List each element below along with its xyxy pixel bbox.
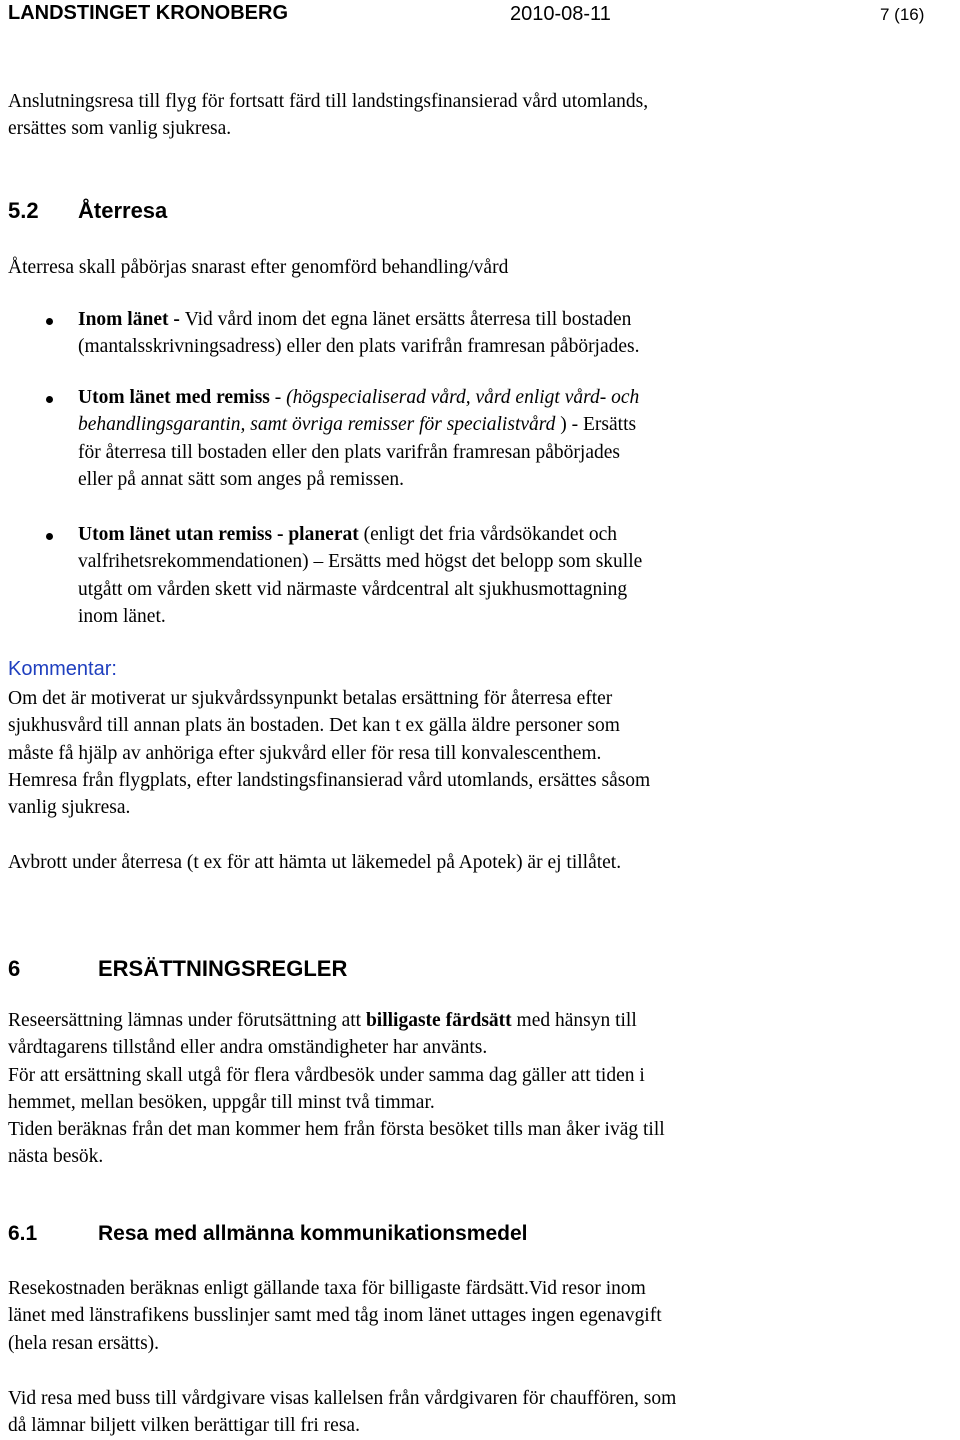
- comment-line: vanlig sjukresa.: [8, 797, 131, 819]
- section-5-2-lead: Återresa skall påbörjas snarast efter genomförd behandling/vård: [8, 257, 509, 278]
- paragraph-line: Tiden beräknas från det man kommer hem från första besöket tills man åker iväg till: [8, 1119, 665, 1141]
- bullet-text: Vid vård inom det egna länet ersätts återresa till bostaden: [184, 309, 632, 330]
- paragraph-line: (hela resan ersätts).: [8, 1332, 160, 1354]
- bullet-item-inom-lanet: [78, 306, 640, 361]
- paragraph-text: med hänsyn till: [511, 1010, 637, 1031]
- intro-paragraph: [8, 88, 648, 143]
- section-5-2-number: 5.2: [8, 198, 39, 223]
- comment-line: sjukhusvård till annan plats än bostaden. Det kan t ex gälla äldre personer som: [8, 715, 620, 737]
- bullet-icon: [46, 396, 53, 403]
- section-6-1-paragraph-1: [8, 1275, 662, 1357]
- bullet-bold-label: Utom länet utan remiss - planerat: [78, 524, 359, 545]
- bullet-text: ) - Ersätts: [555, 414, 637, 436]
- comment-line: Hemresa från flygplats, efter landstingsfinansierad vård utomlands, ersättes såsom: [8, 769, 651, 791]
- bullet-text: inom länet.: [78, 605, 166, 627]
- paragraph-line: Resekostnaden beräknas enligt gällande taxa för billigaste färdsätt.Vid resor inom: [8, 1278, 646, 1299]
- paragraph-line: hemmet, mellan besöken, uppgår till minst två timmar.: [8, 1091, 435, 1113]
- paragraph-line: För att ersättning skall utgå för flera vårdbesök under samma dag gäller att tiden i: [8, 1064, 645, 1086]
- bullet-text: (enligt det fria vårdsökandet och: [358, 524, 618, 545]
- section-6-1-paragraph-2: [8, 1385, 676, 1440]
- comment-line: måste få hjälp av anhöriga efter sjukvård eller för resa till konvalescenthem.: [8, 742, 602, 764]
- bullet-text: valfrihetsrekommendationen) – Ersätts med högst det belopp som skulle: [78, 551, 643, 573]
- bullet-italic-text: (högspecialiserad vård, vård enligt vård- och: [286, 387, 640, 408]
- bullet-text: utgått om vården skett vid närmaste vårdcentral alt sjukhusmottagning: [78, 578, 628, 600]
- section-6-paragraph: [8, 1007, 665, 1171]
- bullet-text: för återresa till bostaden eller den plats varifrån framresan påbörjades: [78, 441, 620, 463]
- header-page-number: 7 (16): [880, 5, 925, 24]
- section-6-1-title: Resa med allmänna kommunikationsmedel: [98, 1222, 528, 1245]
- bullet-bold-label: Utom länet med remiss: [78, 387, 270, 408]
- interrupt-paragraph: Avbrott under återresa (t ex för att hämta ut läkemedel på Apotek) är ej tillåtet.: [8, 852, 622, 873]
- comment-paragraph: [8, 685, 650, 821]
- section-6-1-number: 6.1: [8, 1222, 38, 1245]
- section-6-number: 6: [8, 956, 21, 981]
- bullet-icon: [46, 318, 53, 325]
- paragraph-text: Reseersättning lämnas under förutsättning att: [8, 1010, 366, 1031]
- section-5-2-title: Återresa: [78, 198, 168, 223]
- paragraph-line: länet med länstrafikens busslinjer samt med tåg inom länet uttages ingen egenavgift: [8, 1305, 662, 1327]
- header-date: 2010-08-11: [510, 3, 611, 25]
- bullet-item-utom-lanet-med-remiss: [78, 384, 639, 493]
- comment-label: Kommentar:: [8, 658, 117, 680]
- paragraph-line: då lämnar biljett vilken berättigar till fri resa.: [8, 1415, 360, 1437]
- bullet-italic-text: behandlingsgarantin, samt övriga remisser för specialistvård: [78, 414, 556, 436]
- paragraph-line: Vid resa med buss till vårdgivare visas kallelsen från vårdgivaren för chauffören, som: [8, 1388, 677, 1409]
- comment-line: Om det är motiverat ur sjukvårdssynpunkt betalas ersättning för återresa efter: [8, 688, 613, 709]
- intro-line: ersättes som vanlig sjukresa.: [8, 118, 232, 140]
- paragraph-line: nästa besök.: [8, 1146, 104, 1168]
- bullet-text: -: [269, 387, 287, 408]
- bullet-bold-label: Inom länet -: [78, 309, 185, 330]
- intro-line: Anslutningsresa till flyg för fortsatt färd till landstingsfinansierad vård utomlands,: [8, 91, 649, 112]
- emphasis-billigaste-fardsatt: billigaste färdsätt: [365, 1010, 512, 1031]
- bullet-item-utom-lanet-utan-remiss: [78, 521, 642, 630]
- section-6-title: ERSÄTTNINGSREGLER: [98, 956, 348, 981]
- bullet-text: eller på annat sätt som anges på remissen.: [78, 468, 404, 490]
- header-organization: LANDSTINGET KRONOBERG: [8, 2, 288, 24]
- bullet-text: (mantalsskrivningsadress) eller den plats varifrån framresan påbörjades.: [78, 336, 640, 358]
- bullet-icon: [46, 533, 53, 540]
- paragraph-line: vårdtagarens tillstånd eller andra omständigheter har använts.: [8, 1037, 488, 1059]
